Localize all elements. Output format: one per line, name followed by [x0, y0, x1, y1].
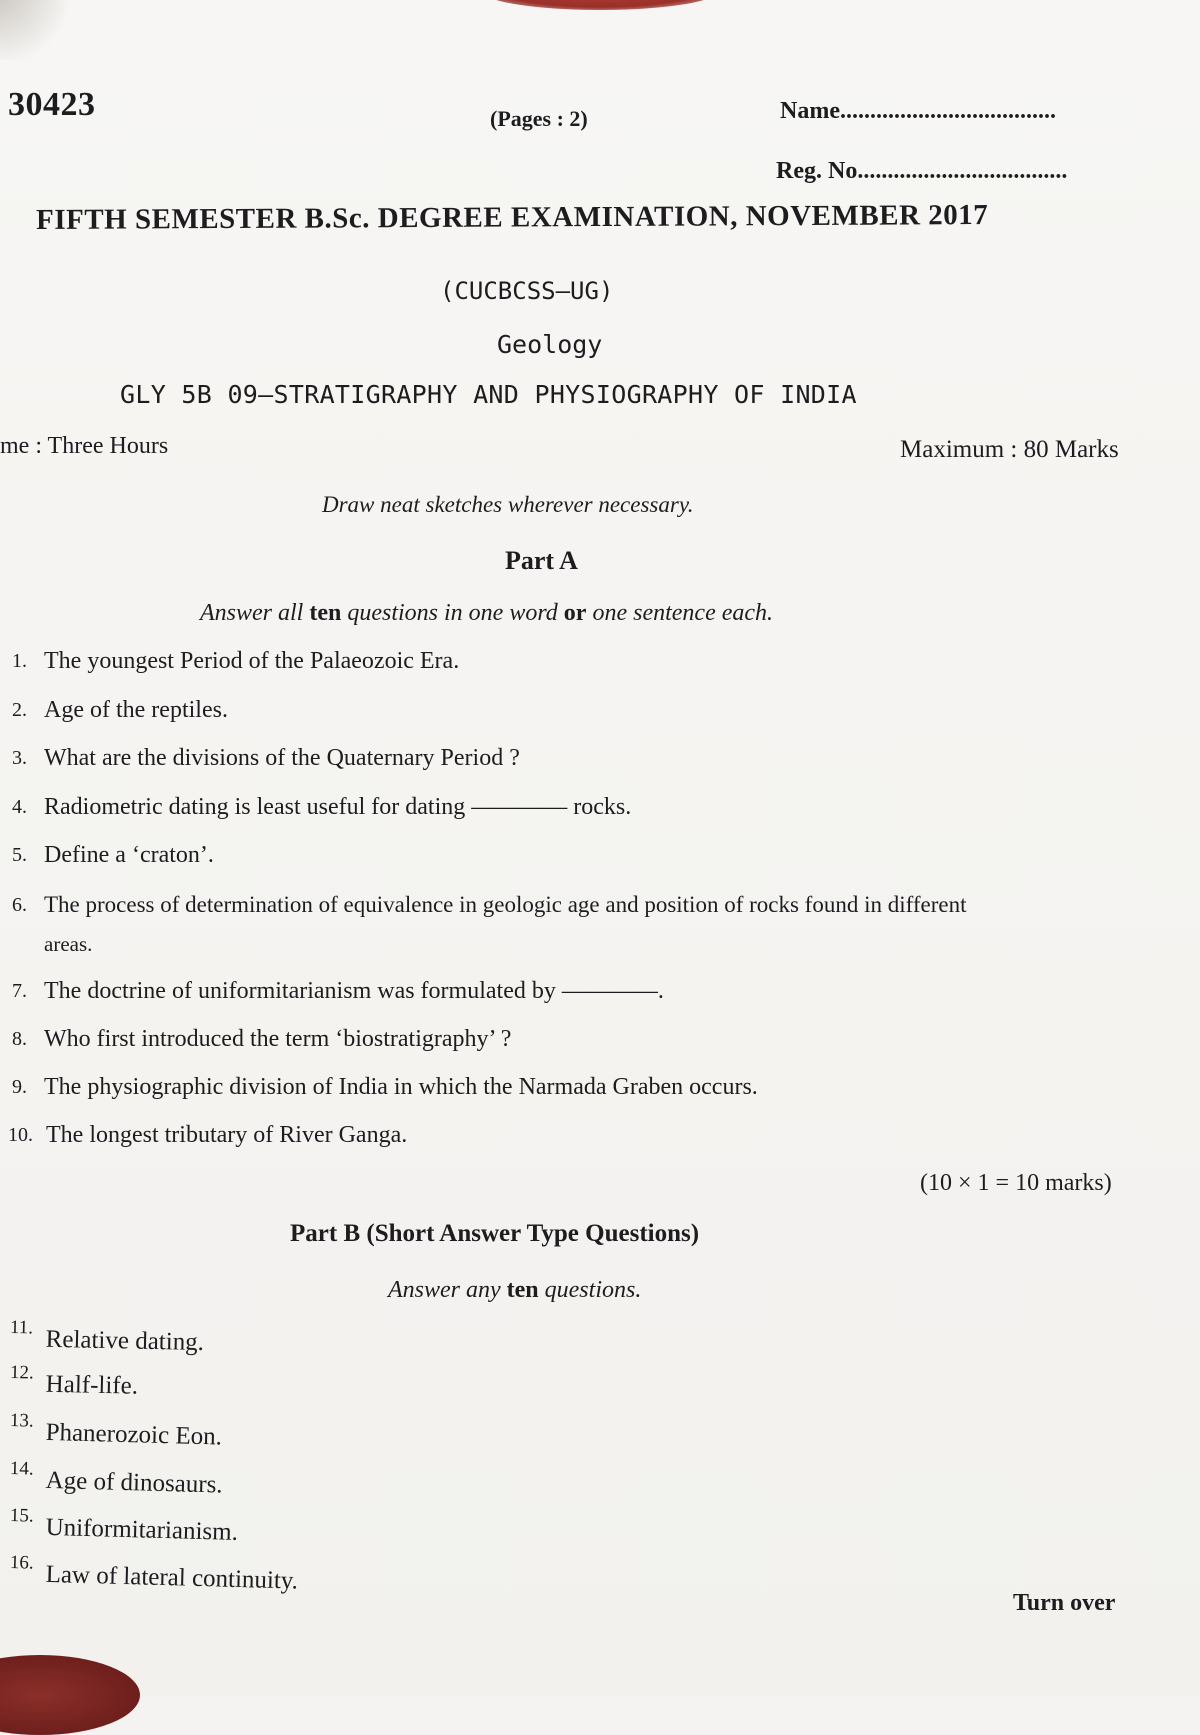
question-number: 1.: [12, 650, 27, 672]
question-text: The process of determination of equivalence in geologic age and position of rocks found in different: [44, 892, 967, 917]
time-allowed: me : Three Hours: [0, 433, 169, 459]
part-b-instruction-post: questions.: [538, 1277, 642, 1303]
exam-title: FIFTH SEMESTER B.Sc. DEGREE EXAMINATION, NOVEMBER 2017: [36, 199, 989, 236]
question-number: 4.: [12, 796, 27, 818]
general-instruction: Draw neat sketches wherever necessary.: [322, 492, 694, 517]
question-number: 3.: [12, 747, 27, 769]
part-a-instruction-mid: questions in one word: [341, 600, 564, 626]
part-a-instruction-post: one sentence each.: [586, 600, 774, 626]
question-number: 5.: [12, 844, 27, 866]
question-number: 7.: [12, 980, 27, 1002]
question-text: The youngest Period of the Palaeozoic Era.: [44, 648, 460, 674]
part-b-instruction-pre: Answer any: [388, 1277, 507, 1303]
part-b-instruction: [388, 1277, 641, 1304]
question-text: Define a ‘craton’.: [44, 842, 214, 868]
question-text: Age of dinosaurs.: [45, 1466, 223, 1499]
question-text: Law of lateral continuity.: [45, 1560, 299, 1595]
question-text: Relative dating.: [45, 1325, 205, 1357]
page-shadow: [0, 0, 80, 60]
part-a-heading: Part A: [505, 546, 578, 575]
question-text: Uniformitarianism.: [45, 1513, 239, 1546]
question-number: 10.: [8, 1124, 33, 1146]
question-text: Half-life.: [45, 1370, 139, 1400]
reg-no-field: Reg. No...................................: [776, 158, 1068, 184]
question-text: The physiographic division of India in which the Narmada Graben occurs.: [44, 1074, 758, 1100]
question-text: Phanerozoic Eon.: [45, 1418, 223, 1451]
question-text: The doctrine of uniformitarianism was formulated by ————.: [44, 978, 664, 1004]
maximum-marks: Maximum : 80 Marks: [900, 436, 1119, 463]
paper-code: 30423: [8, 86, 96, 123]
subject: Geology: [497, 330, 603, 359]
question-number: 13.: [9, 1410, 34, 1432]
part-a-instruction-bold2: or: [563, 600, 587, 626]
question-number: 6.: [12, 894, 27, 916]
part-a-marks: (10 × 1 = 10 marks): [920, 1170, 1112, 1196]
question-number: 9.: [12, 1076, 27, 1098]
question-text: The longest tributary of River Ganga.: [46, 1122, 408, 1148]
question-text: Radiometric dating is least useful for dating ———— rocks.: [44, 794, 632, 820]
name-field: Name....................................: [780, 98, 1056, 124]
finger-bottom: [0, 1655, 140, 1735]
question-number: 8.: [12, 1028, 27, 1050]
question-number: 16.: [9, 1552, 34, 1574]
question-text: Age of the reptiles.: [44, 697, 228, 723]
scheme: (CUCBCSS—UG): [440, 277, 614, 305]
question-6-continuation: areas.: [44, 932, 93, 956]
part-a-instruction-bold: ten: [309, 600, 342, 626]
question-number: 12.: [9, 1362, 34, 1384]
part-b-heading: Part B (Short Answer Type Questions): [290, 1220, 700, 1247]
question-text: What are the divisions of the Quaternary Period ?: [44, 745, 520, 771]
page-count: (Pages : 2): [490, 106, 588, 131]
question-number: 11.: [9, 1317, 34, 1339]
question-number: 15.: [9, 1505, 34, 1527]
turn-over: Turn over: [1013, 1590, 1116, 1616]
part-b-instruction-bold: ten: [506, 1277, 539, 1303]
question-text: Who first introduced the term ‘biostratigraphy’ ?: [44, 1026, 512, 1052]
finger-top: [480, 0, 720, 10]
question-number: 14.: [9, 1458, 34, 1480]
part-a-instruction-pre: Answer all: [200, 600, 310, 626]
paper-title: GLY 5B 09—STRATIGRAPHY AND PHYSIOGRAPHY OF INDIA: [120, 380, 857, 409]
part-a-instruction: [200, 600, 773, 627]
question-number: 2.: [12, 699, 27, 721]
